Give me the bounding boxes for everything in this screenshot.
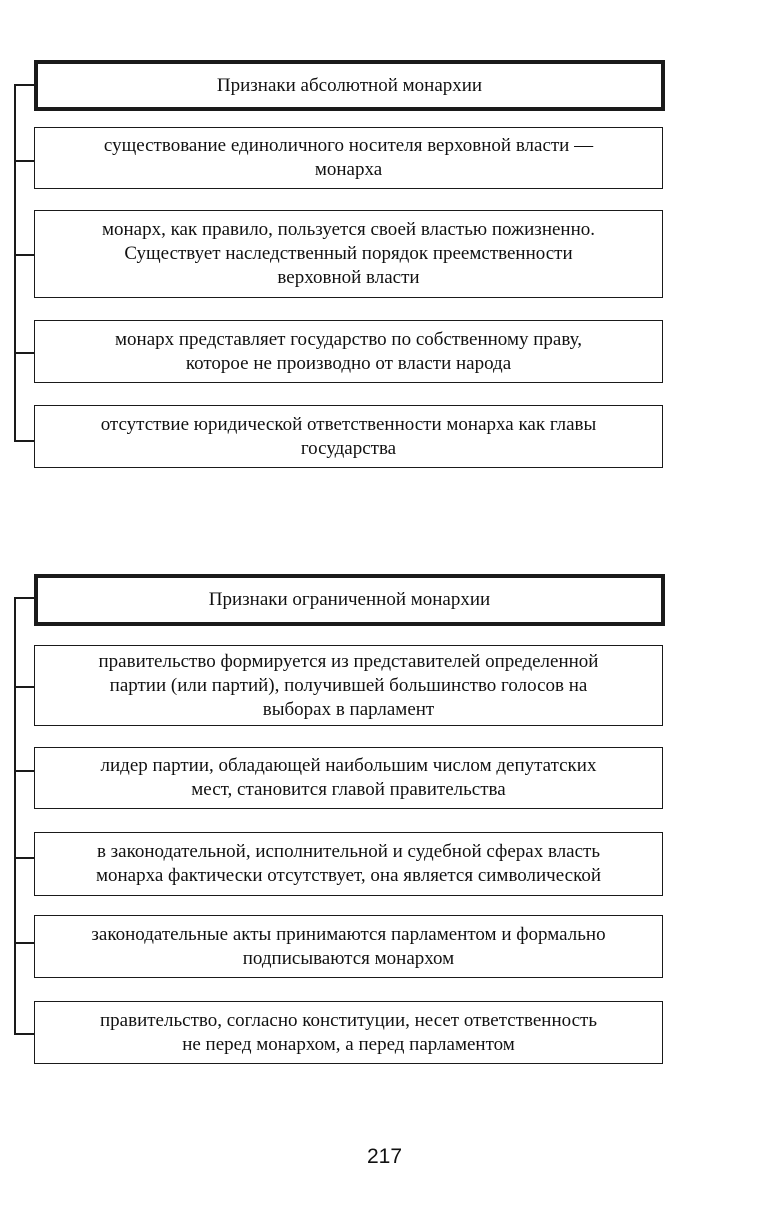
connector-tick: [14, 597, 36, 599]
limited-feature-box: правительство, согласно конституции, несет ответственность не перед монархом, а перед парламентом: [34, 1001, 663, 1064]
connector-tick: [14, 857, 36, 859]
connector-tick: [14, 942, 36, 944]
absolute-feature-box: существование единоличного носителя верховной власти — монарха: [34, 127, 663, 189]
absolute-monarchy-title: Признаки абсолютной монархии: [34, 60, 665, 111]
connector-tick: [14, 440, 36, 442]
connector-tick: [14, 254, 36, 256]
limited-feature-box: лидер партии, обладающей наибольшим числом депутатских мест, становится главой правительства: [34, 747, 663, 809]
absolute-feature-box: отсутствие юридической ответственности монарха как главы государства: [34, 405, 663, 468]
limited-feature-box: правительство формируется из представителей определенной партии (или партий), получившей большинство голосов на выборах в парламент: [34, 645, 663, 726]
limited-feature-box: законодательные акты принимаются парламентом и формально подписываются монархом: [34, 915, 663, 978]
connector-tick: [14, 352, 36, 354]
limited-monarchy-title: Признаки ограниченной монархии: [34, 574, 665, 626]
absolute-feature-box: монарх, как правило, пользуется своей властью пожизненно. Существует наследственный порядок преемственности верховной власти: [34, 210, 663, 298]
connector-spine-absolute: [14, 84, 16, 441]
limited-feature-box: в законодательной, исполнительной и судебной сферах власть монарха фактически отсутствует, она является символической: [34, 832, 663, 896]
page-number: 217: [366, 1145, 403, 1168]
connector-tick: [14, 160, 36, 162]
connector-tick: [14, 770, 36, 772]
connector-tick: [14, 686, 36, 688]
absolute-feature-box: монарх представляет государство по собственному праву, которое не производно от власти народа: [34, 320, 663, 383]
connector-tick: [14, 1033, 36, 1035]
connector-spine-limited: [14, 597, 16, 1034]
connector-tick: [14, 84, 36, 86]
